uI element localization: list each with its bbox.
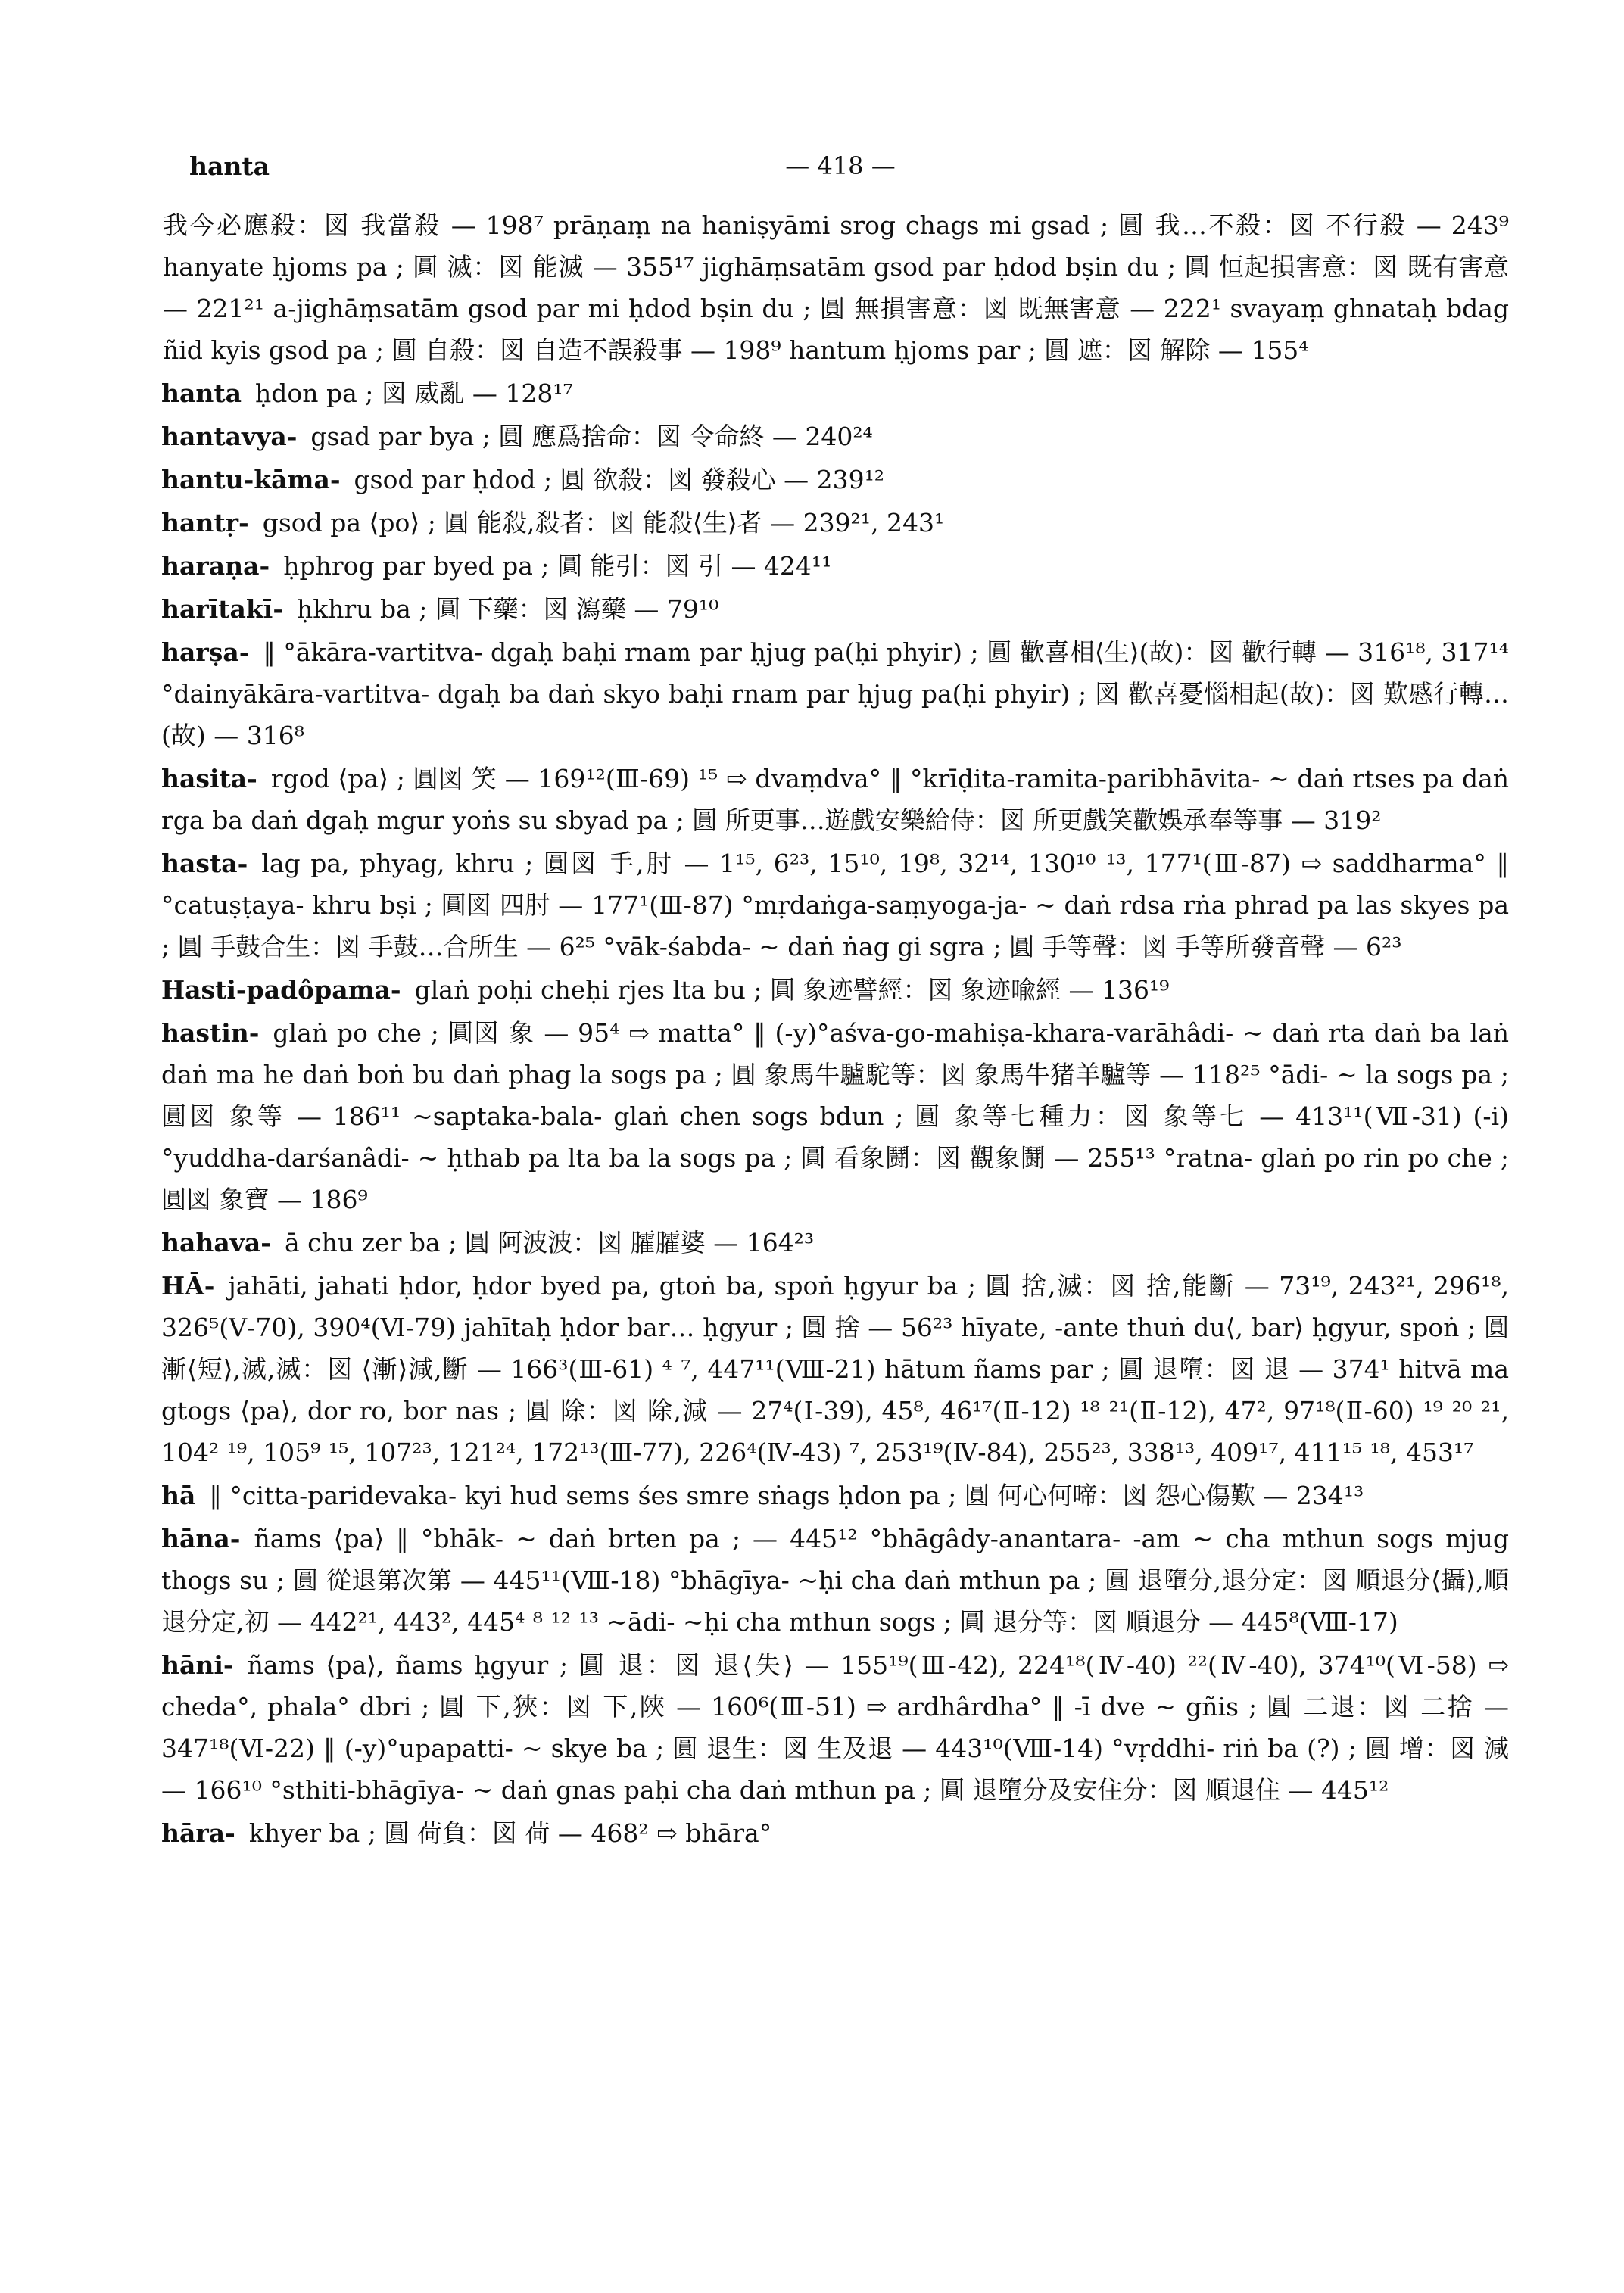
dictionary-entries — [161, 204, 1509, 1855]
entry-lemma: hantṛ- — [161, 508, 249, 537]
dictionary-entry — [161, 969, 1509, 1011]
dictionary-entry — [161, 758, 1509, 841]
entry-text: glaṅ poḥi cheḥi rjes lta bu ; 圓 象迹譬經：図 象迹喩經 — 136¹⁹ — [414, 975, 1170, 1005]
entry-lemma: Hasti-padôpama- — [161, 975, 401, 1005]
dictionary-entry — [161, 459, 1509, 500]
entry-lemma: haraṇa- — [161, 551, 270, 581]
entry-lemma: hāra- — [161, 1818, 235, 1848]
dictionary-entry — [161, 843, 1509, 967]
dictionary-entry — [161, 1265, 1509, 1473]
dictionary-entry — [161, 1644, 1509, 1811]
entry-text: jahāti, jahati ḥdor, ḥdor byed pa, gtoṅ ba, spoṅ ḥgyur ba ; 圓 捨,滅：図 捨,能斷 — 73¹⁹, 243²¹, 296¹⁸, 326⁵(Ⅴ-70), 390⁴(Ⅵ-79) jahītaḥ ḥdor bar… ḥgyur ; 圓 捨 — 56²³ hīyate, -ante thuṅ du⟨, bar⟩ ḥgyur, spoṅ ; 圓 漸⟨短⟩,滅,滅：図 ⟨漸⟩減,斷 — 166³(Ⅲ-61) ⁴ ⁷, 447¹¹(Ⅷ-21) hātum ñams par ; 圓 退墮：図 退 — 374¹ hitvā ma gtogs ⟨pa⟩, dor ro, bor nas ; 圓 除：図 除,減 — 27⁴(Ⅰ-39), 45⁸, 46¹⁷(Ⅱ-12) ¹⁸ ²¹(Ⅱ-12), 47², 97¹⁸(Ⅱ-60) ¹⁹ ²⁰ ²¹, 104² ¹⁹, 105⁹ ¹⁵, 107²³, 121²⁴, 172¹³(Ⅲ-77), 226⁴(Ⅳ-43) ⁷, 253¹⁹(Ⅳ-84), 255²³, 338¹³, 409¹⁷, 411¹⁵ ¹⁸, 453¹⁷ — [161, 1271, 1509, 1467]
dictionary-entry — [161, 1518, 1509, 1643]
entry-text: rgod ⟨pa⟩ ; 圓図 笑 — 169¹²(Ⅲ-69) ¹⁵ ⇨ dvaṃdva° ‖ °krīḍita-ramita-paribhāvita- ~ daṅ rtses pa daṅ rga ba daṅ dgaḥ mgur yoṅs su sbyad pa ; 圓 所更事…遊戲安樂給侍：図 所更戲笑歡娛承奉等事 — 319² — [161, 764, 1509, 835]
dictionary-entry — [161, 1222, 1509, 1263]
entry-text: khyer ba ; 圓 荷負：図 荷 — 468² ⇨ bhāra° — [248, 1818, 772, 1848]
entry-text: gsod pa ⟨po⟩ ; 圓 能殺,殺者：図 能殺⟨生⟩者 — 239²¹, 243¹ — [262, 508, 945, 537]
entry-lemma: hanta — [161, 379, 242, 408]
entry-text: glaṅ po che ; 圓図 象 — 95⁴ ⇨ matta° ‖ (-y)°aśva-go-mahiṣa-khara-varāhâdi- ~ daṅ rta daṅ ba laṅ daṅ ma he daṅ boṅ bu daṅ phag la sogs pa ; 圓 象馬牛驢駝等：図 象馬牛猪羊驢等 — 118²⁵ °ādi- ~ la sogs pa ; 圓図 象等 — 186¹¹ ~saptaka-bala- glaṅ chen sogs bdun ; 圓 象等七種力：図 象等七 — 413¹¹(Ⅶ-31) (-i)°yuddha-darśanâdi- ~ ḥthab pa lta ba la sogs pa ; 圓 看象鬪：図 觀象鬪 — 255¹³ °ratna- glaṅ po rin po che ; 圓図 象寶 — 186⁹ — [161, 1018, 1509, 1214]
entry-lemma: hantavya- — [161, 422, 298, 451]
dictionary-entry — [161, 1475, 1509, 1516]
entry-lemma: harītakī- — [161, 594, 284, 624]
entry-lemma: hahava- — [161, 1228, 272, 1257]
dictionary-entry — [161, 631, 1509, 756]
entry-text: ‖ °citta-paridevaka- kyi hud sems śes smre sṅags ḥdon pa ; 圓 何心何啼：図 怨心傷歎 — 234¹³ — [209, 1481, 1364, 1510]
entry-lemma: harṣa- — [161, 637, 250, 667]
dictionary-entry — [161, 502, 1509, 544]
dictionary-entry — [161, 588, 1509, 630]
entry-lemma: hantu-kāma- — [161, 465, 341, 494]
entry-text: ḥkhru ba ; 圓 下藥：図 瀉藥 — 79¹⁰ — [297, 594, 719, 624]
page-number: — 418 — — [785, 151, 896, 180]
dictionary-entry — [161, 1012, 1509, 1220]
dictionary-entry — [161, 416, 1509, 457]
dictionary-entry — [161, 1812, 1509, 1854]
entry-lemma: hāna- — [161, 1524, 241, 1553]
entry-text: ḥphrog par byed pa ; 圓 能引：図 引 — 424¹¹ — [283, 551, 832, 581]
entry-text: ñams ⟨pa⟩, ñams ḥgyur ; 圓 退：図 退⟨失⟩ — 155¹⁹(Ⅲ-42), 224¹⁸(Ⅳ-40) ²²(Ⅳ-40), 374¹⁰(Ⅵ-58) ⇨ cheda°, phala° dbri ; 圓 下,狹：図 下,陜 — 160⁶(Ⅲ-51) ⇨ ardhârdha° ‖ -ī dve ~ gñis ; 圓 二退：図 二捨 — 347¹⁸(Ⅵ-22) ‖ (-y)°upapatti- ~ skye ba ; 圓 退生：図 生及退 — 443¹⁰(Ⅷ-14) °vṛddhi- riṅ ba (?) ; 圓 增：図 減 — 166¹⁰ °sthiti-bhāgīya- ~ daṅ gnas paḥi cha daṅ mthun pa ; 圓 退墮分及安住分：図 順退住 — 445¹² — [161, 1650, 1509, 1805]
entry-text: ñams ⟨pa⟩ ‖ °bhāk- ~ daṅ brten pa ; — 445¹² °bhāgâdy-anantara- -am ~ cha mthun sogs mjug thogs su ; 圓 從退第次第 — 445¹¹(Ⅷ-18) °bhāgīya- ~ḥi cha daṅ mthun pa ; 圓 退墮分,退分定：図 順退分⟨攝⟩,順退分定,初 — 442²¹, 443², 445⁴ ⁸ ¹² ¹³ ~ādi- ~ḥi cha mthun sogs ; 圓 退分等：図 順退分 — 445⁸(Ⅷ-17) — [161, 1524, 1509, 1637]
dictionary-entry — [161, 204, 1509, 371]
entry-text: gsad par bya ; 圓 應爲捨命：図 令命終 — 240²⁴ — [310, 422, 873, 451]
entry-lemma: hasita- — [161, 764, 257, 793]
entry-text: ‖ °ākāra-vartitva- dgaḥ baḥi rnam par ḥjug pa(ḥi phyir) ; 圓 歡喜相⟨生⟩(故)：図 歡行轉 — 316¹⁸, 317¹⁴ °dainyākāra-vartitva- dgaḥ ba daṅ skyo baḥi rnam par ḥjug pa(ḥi phyir) ; 図 歡喜憂惱相起(故)：図 歎慼行轉…(故) — 316⁸ — [161, 637, 1509, 750]
entry-text: gsod par ḥdod ; 圓 欲殺：図 發殺心 — 239¹² — [354, 465, 885, 494]
dictionary-entry — [161, 545, 1509, 587]
entry-lemma: hastin- — [161, 1018, 260, 1048]
dictionary-entry — [161, 372, 1509, 414]
entry-text: ḥdon pa ; 図 威亂 — 128¹⁷ — [255, 379, 573, 408]
entry-text: 我今必應殺：図 我當殺 — 198⁷ prāṇaṃ na haniṣyāmi srog chags mi gsad ; 圓 我…不殺：図 不行殺 — 243⁹ hanyate ḥjoms pa ; 圓 滅：図 能滅 — 355¹⁷ jighāṃsatām gsod par ḥdod bṣin du ; 圓 恒起損害意：図 既有害意 — 221²¹ a-jighāṃsatām gsod par mi ḥdod bṣin du ; 圓 無損害意：図 既無害意 — 222¹ svayaṃ ghnataḥ bdag ñid kyis gsod pa ; 圓 自殺：図 自造不誤殺事 — 198⁹ hantum ḥjoms par ; 圓 遮：図 解除 — 155⁴ — [163, 210, 1509, 365]
entry-text: ā chu zer ba ; 圓 阿波波：図 臛臛婆 — 164²³ — [285, 1228, 815, 1257]
entry-lemma: hā — [161, 1481, 196, 1510]
entry-lemma: hasta- — [161, 849, 248, 878]
entry-lemma: hāni- — [161, 1650, 234, 1680]
page-header — [189, 151, 1492, 189]
entry-lemma: HĀ- — [161, 1271, 215, 1301]
running-head-word: hanta — [189, 151, 270, 181]
entry-text: lag pa, phyag, khru ; 圓図 手,肘 — 1¹⁵, 6²³, 15¹⁰, 19⁸, 32¹⁴, 130¹⁰ ¹³, 177¹(Ⅲ-87) ⇨ saddharma° ‖ °catuṣṭaya- khru bṣi ; 圓図 四肘 — 177¹(Ⅲ-87) °mṛdaṅga-saṃyoga-ja- ~ daṅ rdsa rṅa phrad pa las skyes pa ; 圓 手鼓合生：図 手鼓…合所生 — 6²⁵ °vāk-śabda- ~ daṅ ṅag gi sgra ; 圓 手等聲：図 手等所發音聲 — 6²³ — [161, 849, 1509, 961]
